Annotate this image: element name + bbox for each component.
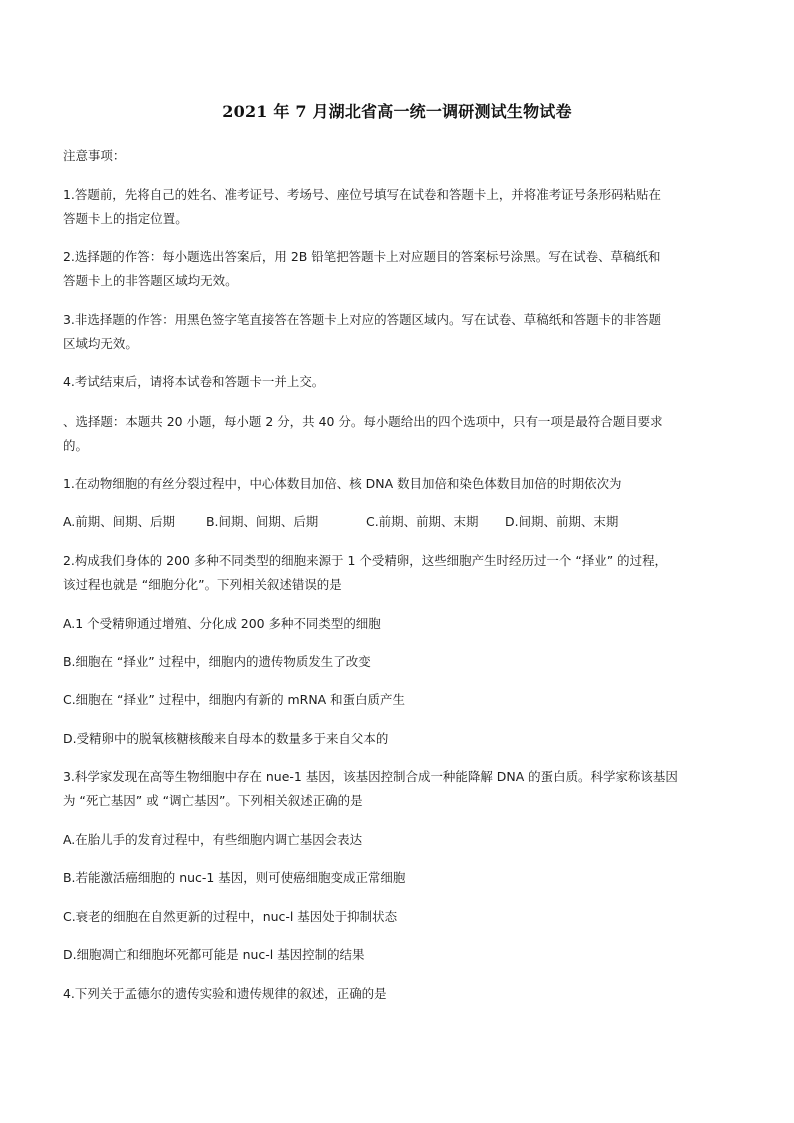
note-1-line-1: 1.答题前，先将自己的姓名、准考证号、考场号、座位号填写在试卷和答题卡上，并将准考证号条形码粘贴在 <box>63 187 661 202</box>
question-2-option-b: B.细胞在 “择业” 过程中，细胞内的遗传物质发生了改变 <box>63 654 371 669</box>
note-2-line-2: 答题卡上的非答题区域均无效。 <box>63 273 238 288</box>
question-3-option-a: A.在胎儿手的发育过程中，有些细胞内调亡基因会表达 <box>63 832 363 847</box>
section-heading-line-1: 、选择题：本题共 20 小题，每小题 2 分，共 40 分。每小题给出的四个选项中，只有一项是最符合题目要求 <box>63 414 663 429</box>
question-3-option-b: B.若能激活癌细胞的 nuc-1 基因，则可使癌细胞变成正常细胞 <box>63 870 406 885</box>
question-1-option-d: D.间期、前期、末期 <box>505 514 619 529</box>
question-3-stem-line-2: 为 “死亡基因” 或 “调亡基因”。下列相关叙述正确的是 <box>63 793 363 808</box>
question-1-option-c: C.前期、前期、末期 <box>366 514 479 529</box>
note-3-line-2: 区域均无效。 <box>63 336 138 351</box>
question-2-option-a: A.1 个受精卵通过增殖、分化成 200 多种不同类型的细胞 <box>63 616 381 631</box>
question-1-options <box>63 510 743 534</box>
exam-title: 2021 年 7 月湖北省高一统一调研测试生物试卷 <box>222 102 572 121</box>
note-3-line-1: 3.非选择题的作答：用黑色签字笔直接答在答题卡上对应的答题区域内。写在试卷、草稿纸和答题卡的非答题 <box>63 312 661 327</box>
note-1-line-2: 答题卡上的指定位置。 <box>63 211 188 226</box>
question-3-option-c: C.衰老的细胞在自然更新的过程中，nuc-l 基因处于抑制状态 <box>63 909 398 924</box>
question-2-stem-line-1: 2.构成我们身体的 200 多种不同类型的细胞来源于 1 个受精卵，这些细胞产生时经历过一个 “择业” 的过程， <box>63 553 668 568</box>
question-4-stem: 4.下列关于孟德尔的遗传实验和遗传规律的叙述，正确的是 <box>63 986 387 1001</box>
question-1-option-a: A.前期、间期、后期 <box>63 514 176 529</box>
notice-heading: 注意事项： <box>63 148 126 163</box>
question-2-stem-line-2: 该过程也就是 “细胞分化”。下列相关叙述错误的是 <box>63 577 342 592</box>
question-1-stem: 1.在动物细胞的有丝分裂过程中，中心体数目加倍、核 DNA 数目加倍和染色体数目加倍的时期依次为 <box>63 476 622 491</box>
question-3-stem-line-1: 3.科学家发现在高等生物细胞中存在 nue-1 基因，该基因控制合成一种能降解 DNA 的蛋白质。科学家称该基因 <box>63 769 678 784</box>
question-3-option-d: D.细胞凋亡和细胞坏死都可能是 nuc-l 基因控制的结果 <box>63 947 365 962</box>
note-2-line-1: 2.选择题的作答：每小题选出答案后，用 2B 铅笔把答题卡上对应题目的答案标号涂黑。写在试卷、草稿纸和 <box>63 249 661 264</box>
question-1-option-b: B.间期、间期、后期 <box>206 514 319 529</box>
note-4-line-1: 4.考试结束后，请将本试卷和答题卡一并上交。 <box>63 374 325 389</box>
question-2-option-c: C.细胞在 “择业” 过程中，细胞内有新的 mRNA 和蛋白质产生 <box>63 692 405 707</box>
section-heading-line-2: 的。 <box>63 438 88 453</box>
question-2-option-d: D.受精卵中的脱氧核糖核酸来自母本的数量多于来自父本的 <box>63 731 389 746</box>
